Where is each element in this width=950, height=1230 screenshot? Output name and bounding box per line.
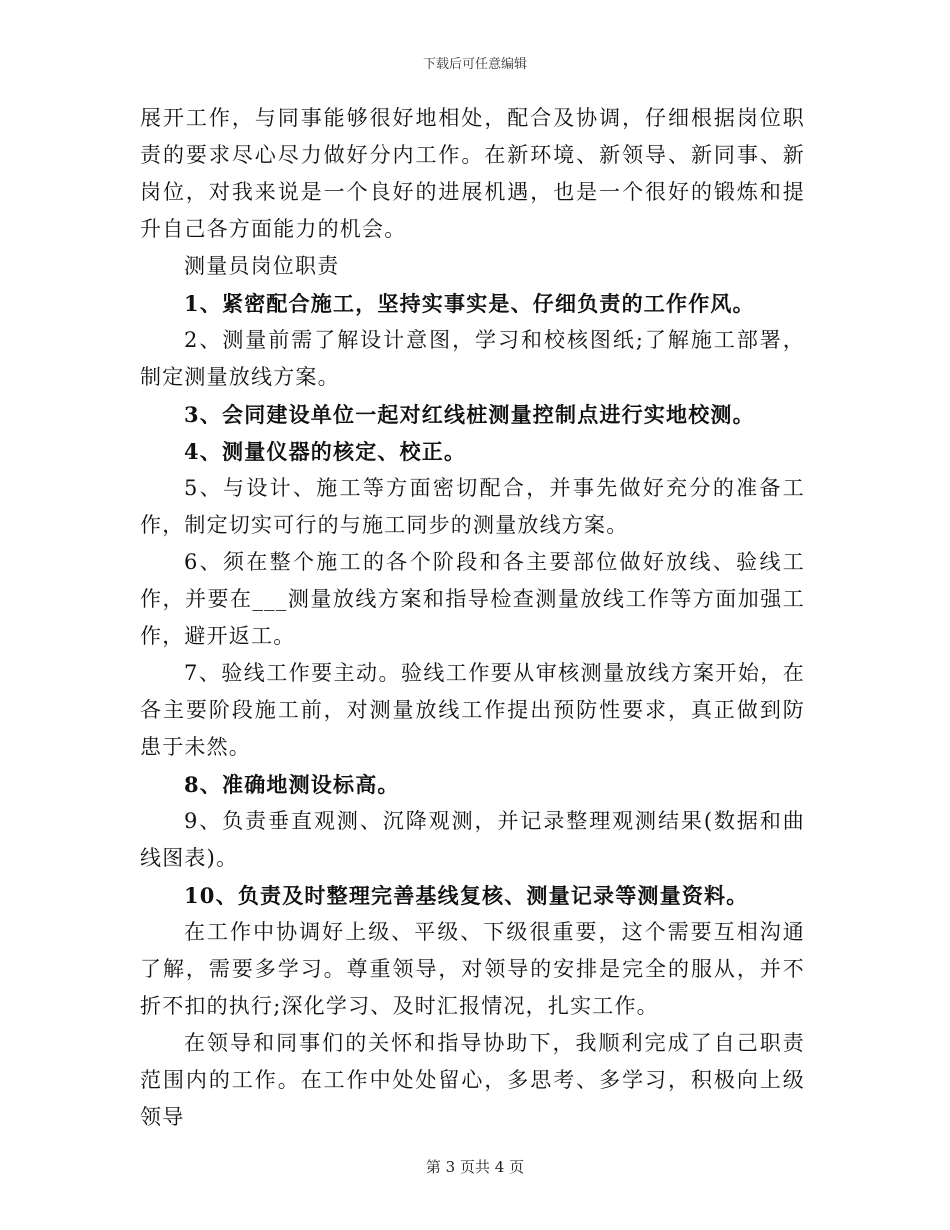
paragraph-closing: 在领导和同事们的关怀和指导协助下，我顺利完成了自己职责范围内的工作。在工作中处处留心，多思考、多学习，积极向上级领导 — [140, 1031, 805, 1129]
page-header: 下载后可任意编辑 — [422, 57, 527, 72]
duty-item-4: 4、测量仪器的核定、校正。 — [184, 439, 467, 464]
duty-item-2: 2、测量前需了解设计意图，学习和校核图纸;了解施工部署，制定测量放线方案。 — [140, 328, 805, 389]
duty-item-6: 6、须在整个施工的各个阶段和各主要部位做好放线、验线工作，并要在___测量放线方案和指导检查测量放线工作等方面加强工作，避开返工。 — [140, 550, 805, 648]
duty-item-8: 8、准确地测设标高。 — [184, 772, 400, 797]
paragraph-coordination: 在工作中协调好上级、平级、下级很重要，这个需要互相沟通了解，需要多学习。尊重领导，对领导的安排是完全的服从，并不折不扣的执行;深化学习、及时汇报情况，扎实工作。 — [140, 920, 805, 1018]
document-body — [140, 100, 805, 1136]
duty-item-5: 5、与设计、施工等方面密切配合，并事先做好充分的准备工作，制定切实可行的与施工同步的测量放线方案。 — [140, 476, 805, 537]
page-footer: 第 3 页共 4 页 — [425, 1158, 525, 1176]
duty-item-1: 1、紧密配合施工，坚持实事实是、仔细负责的工作作风。 — [184, 291, 755, 316]
duty-item-9: 9、负责垂直观测、沉降观测，并记录整理观测结果(数据和曲线图表)。 — [140, 809, 805, 870]
section-title: 测量员岗位职责 — [184, 254, 340, 278]
paragraph-intro: 展开工作，与同事能够很好地相处，配合及协调，仔细根据岗位职责的要求尽心尽力做好分内工作。在新环境、新领导、新同事、新岗位，对我来说是一个良好的进展机遇，也是一个很好的锻炼和提升自己各方面能力的机会。 — [140, 106, 805, 241]
duty-item-7: 7、验线工作要主动。验线工作要从审核测量放线方案开始，在各主要阶段施工前，对测量放线工作提出预防性要求，真正做到防患于未然。 — [140, 661, 805, 759]
duty-item-3: 3、会同建设单位一起对红线桩测量控制点进行实地校测。 — [184, 402, 755, 427]
duty-item-10: 10、负责及时整理完善基线复核、测量记录等测量资料。 — [184, 883, 749, 908]
